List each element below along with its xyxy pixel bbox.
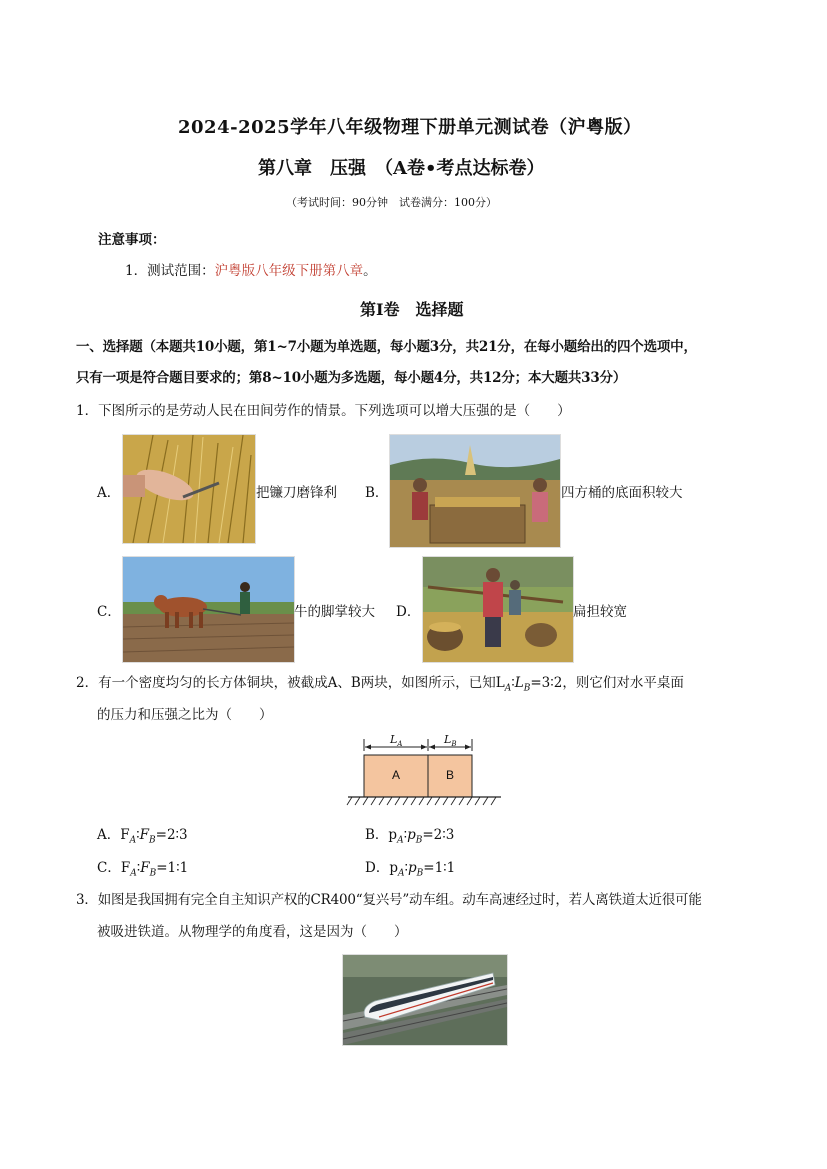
q2-option-b: B．$p_A∶p_B=2∶3$ — [365, 827, 455, 846]
page-title: 2024-2025学年八年级物理下册单元测试卷（沪粤版） — [178, 117, 642, 138]
q1-stem: 1．下图所示的是劳动人民在田间劳作的情景。下列选项可以增大压强的是（ ） — [76, 403, 571, 419]
q2-option-a: A．$F_A∶F_B=2∶3$ — [97, 827, 188, 846]
q2-block-a-label: A — [392, 768, 401, 782]
q2-stem-text: 2．有一个密度均匀的长方体铜块，被截成A、B两块，如图所示，已知L — [76, 675, 505, 691]
q1-option-d-letter: D． — [396, 604, 421, 620]
q2-sub-a: A — [504, 683, 512, 694]
q2-stem-lb: L — [514, 675, 524, 691]
q1-option-c-text: 牛的脚掌较大 — [294, 604, 375, 620]
q2-option-c: C．$F_A∶F_B=1∶1$ — [97, 860, 189, 879]
q2-option-d: D．$p_A∶p_B=1∶1$ — [365, 860, 456, 879]
exam-info: （考试时间：90分钟 试卷满分：100分） — [286, 196, 497, 209]
q3-stem-line2: 被吸进铁道。从物理学的角度看，这是因为（ ） — [97, 924, 408, 940]
notice-item-range: 沪粤版八年级下册第八章 — [214, 263, 364, 279]
q1-option-c-image — [122, 556, 295, 663]
q1-option-b-image — [389, 434, 561, 548]
q1-option-c-letter: C． — [97, 604, 121, 620]
q2-block-b-label: B — [446, 768, 455, 782]
q1-option-b-text: 四方桶的底面积较大 — [561, 485, 683, 501]
notice-heading: 注意事项： — [98, 232, 166, 248]
notice-item — [125, 259, 377, 279]
section-title: 第Ⅰ卷 选择题 — [360, 300, 464, 319]
chapter-subtitle: 第八章 压强 （A卷•考点达标卷） — [258, 158, 545, 179]
q1-option-d-image — [422, 556, 574, 663]
q2-label-lb: $L_B$ — [444, 733, 457, 749]
notice-item-suffix: 。 — [363, 263, 377, 279]
q2-figure — [346, 735, 506, 807]
section-intro-line2: 只有一项是符合题目要求的；第8~10小题为多选题，每小题4分，共12分；本大题共33分） — [76, 370, 627, 386]
q2-sub-b: B — [523, 683, 531, 694]
q2-label-la: $L_A$ — [390, 733, 403, 749]
q1-option-b-letter: B． — [365, 485, 389, 501]
notice-item-prefix: 1．测试范围： — [125, 263, 215, 279]
q1-option-a-letter: A． — [97, 485, 121, 501]
q1-option-a-text: 把镰刀磨锋利 — [256, 485, 337, 501]
q1-option-d-text: 扁担较宽 — [573, 604, 627, 620]
q3-stem-line1: 3．如图是我国拥有完全自主知识产权的CR400“复兴号”动车组。动车高速经过时，若人离铁道太近很可能 — [76, 892, 702, 908]
q2-stem-line1: 2．有一个密度均匀的长方体铜块，被截成A、B两块，如图所示，已知$L_A∶L_B=3∶2$，则它们对水平桌面 — [76, 675, 684, 694]
section-intro-line1: 一、选择题（本题共10小题，第1~7小题为单选题，每小题3分，共21分，在每小题给出的四个选项中， — [76, 339, 697, 355]
q3-train-image — [342, 954, 508, 1046]
q1-option-a-image — [122, 434, 256, 544]
q2-stem-tail: =3∶2，则它们对水平桌面 — [530, 675, 684, 691]
q2-stem-line2: 的压力和压强之比为（ ） — [97, 707, 273, 723]
